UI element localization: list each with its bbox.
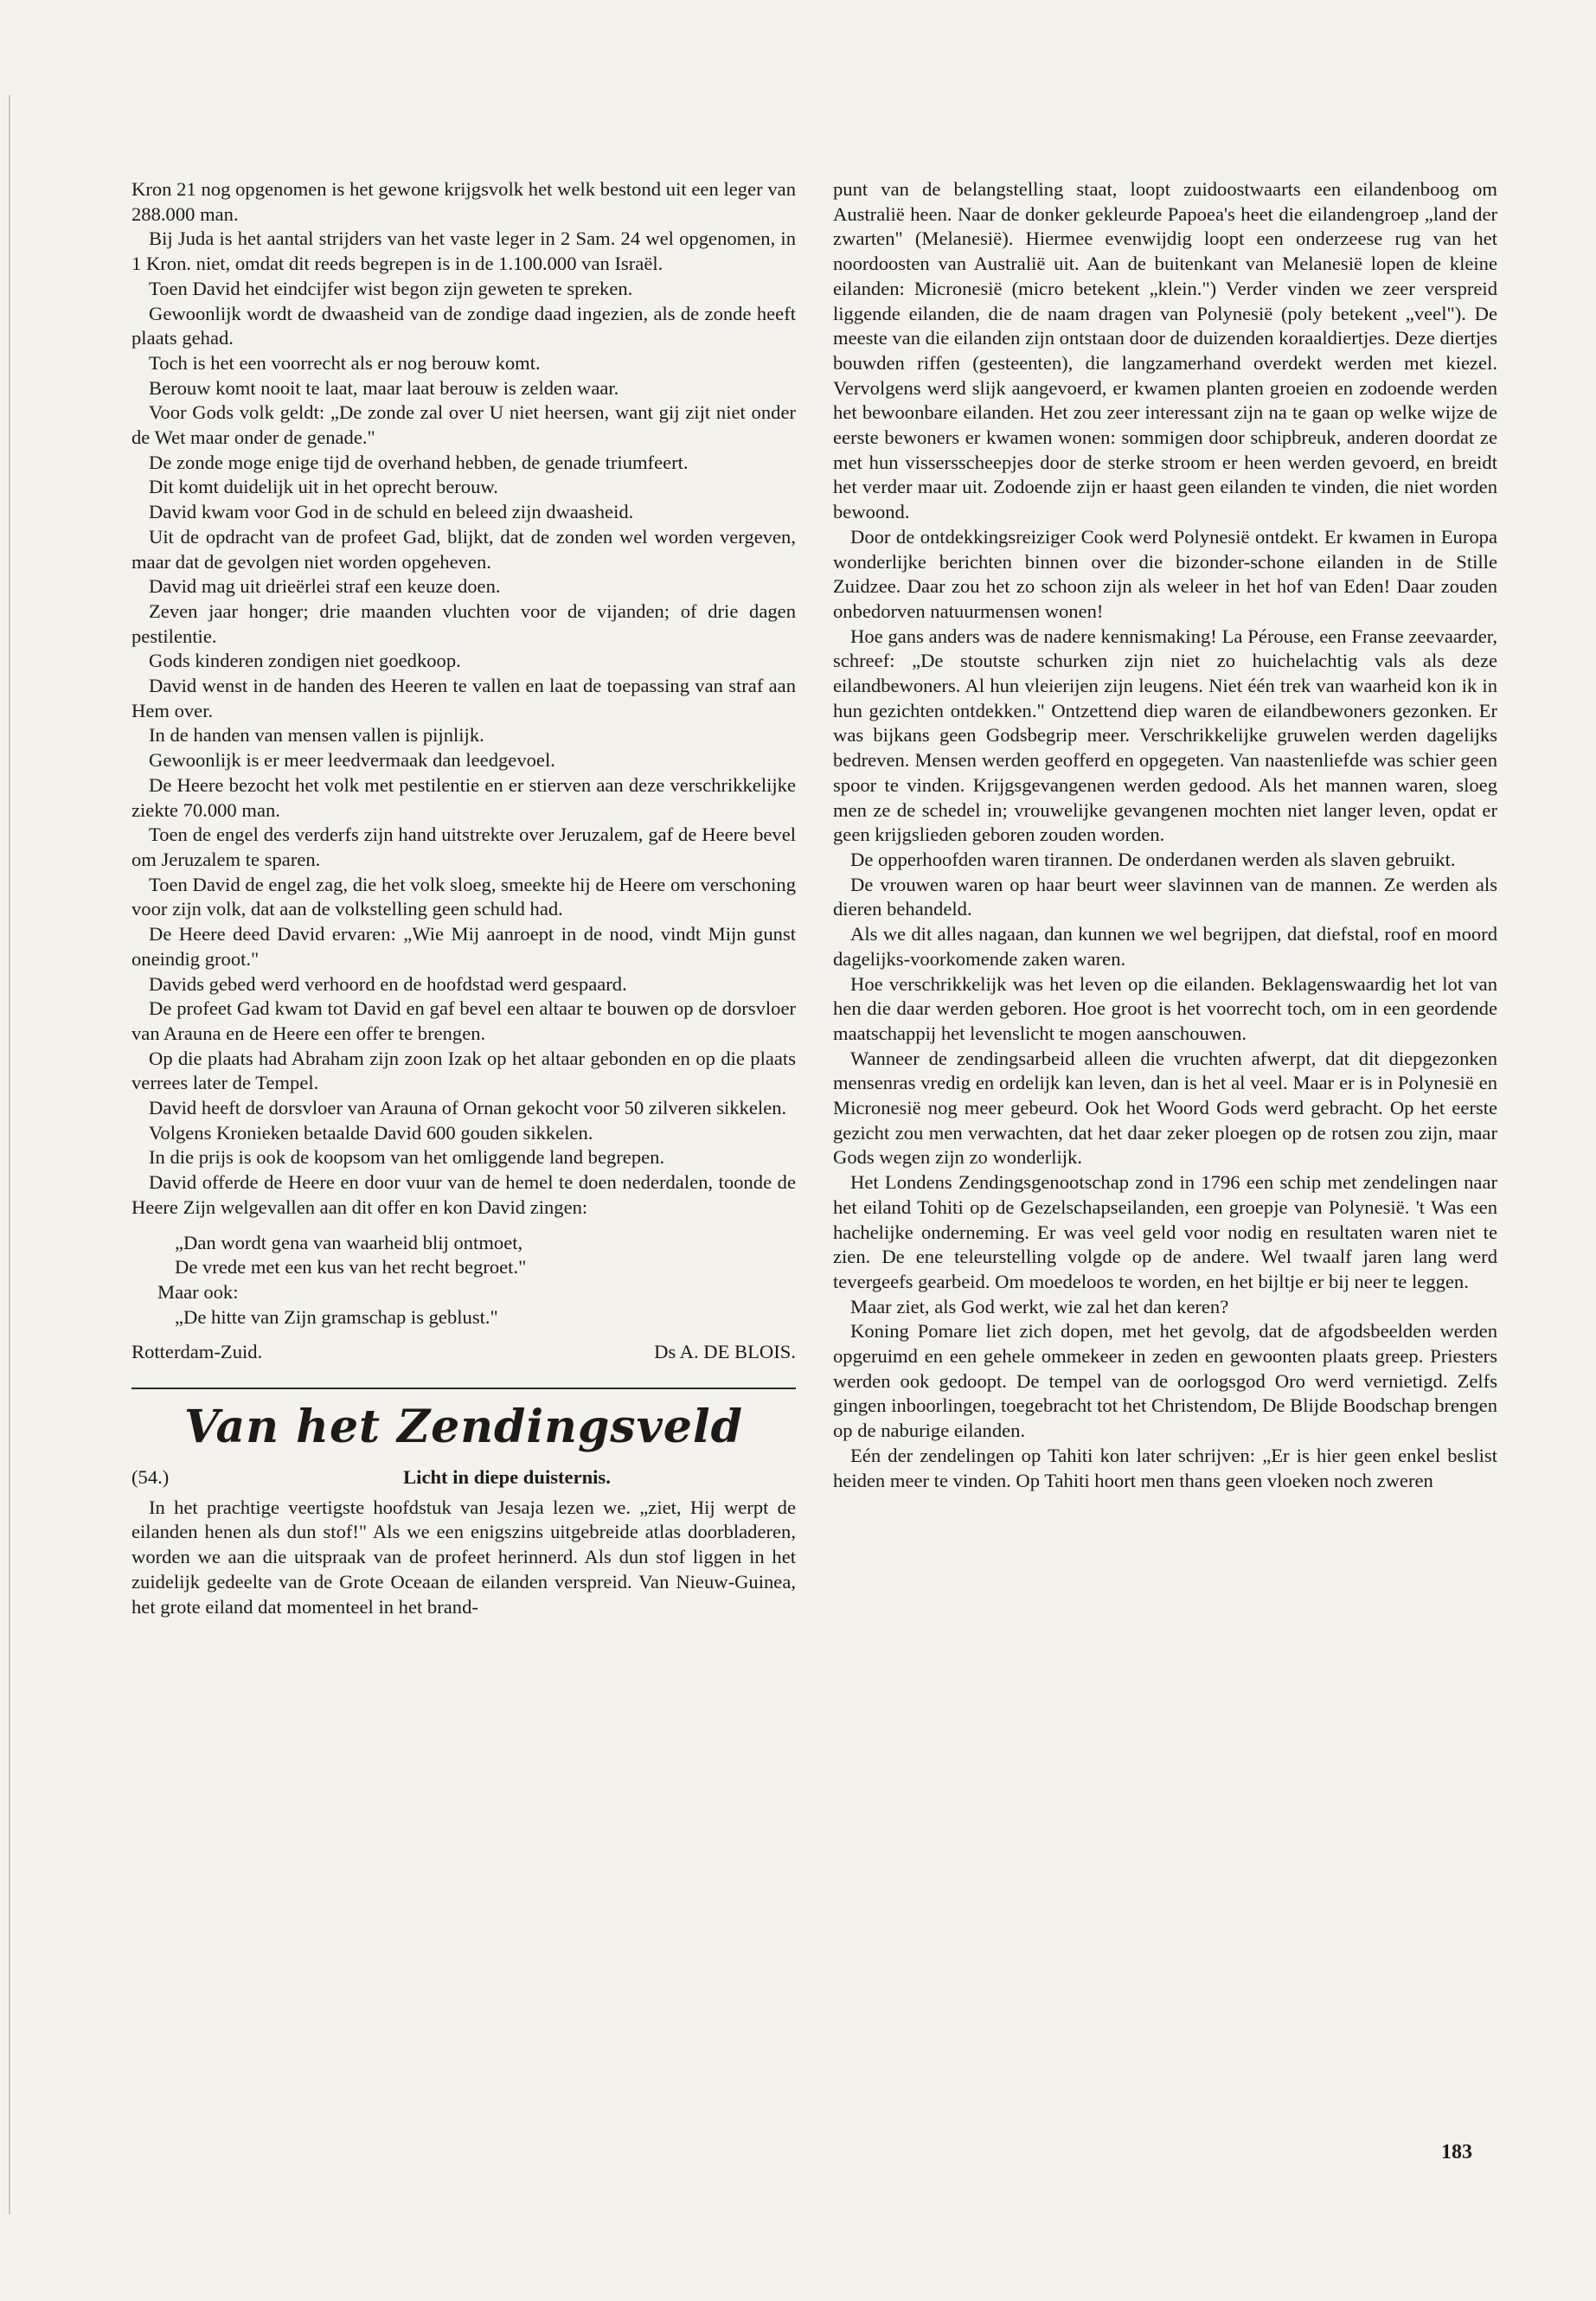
psalm-quote — [157, 1231, 796, 1330]
paragraph: Kron 21 nog opgenomen is het gewone krijgsvolk het welk bestond uit een leger van 288.000 man. — [131, 178, 796, 225]
paragraph: De opperhoofden waren tirannen. De onderdanen werden als slaven gebruikt. — [850, 848, 1456, 870]
paragraph: Toen David het eindcijfer wist begon zijn geweten te spreken. — [149, 277, 633, 299]
paragraph: Davids gebed werd verhoord en de hoofdstad werd gespaard. — [149, 972, 627, 995]
signature-place: Rotterdam-Zuid. — [131, 1341, 263, 1363]
paragraph: Het Londens Zendingsgenootschap zond in 1796 een schip met zendelingen naar het eiland Tohiti op de Gezelschapseilanden, een groepje van Polynesië. 't Was een hachelijke onderneming. Er was veel geld voor nodig en resultaten waren niet te zien. De ene teleurstelling volgde op de andere. Wel twaalf jaren lang werd tevergeefs gearbeid. Om moedeloos te worden, en het bijltje er bij neer te leggen. — [833, 1171, 1497, 1292]
paragraph: In het prachtige veertigste hoofdstuk van Jesaja lezen we. „ziet, Hij werpt de eilanden henen als dun stof!" Als we een enigszins uitgebreide atlas doorbladeren, worden we aan die uitspraak van de profeet herinnerd. Als dun stof liggen in het zuidelijk gedeelte van de Grote Oceaan de eilanden verspreid. Van Nieuw-Guinea, het grote eiland dat momenteel in het brand- — [131, 1496, 796, 1618]
paragraph: Gewoonlijk is er meer leedvermaak dan leedgevoel. — [149, 749, 555, 772]
article-subtitle: Licht in diepe duisternis. — [403, 1466, 611, 1489]
left-column — [131, 177, 796, 1619]
section-divider — [131, 1388, 796, 1389]
paragraph: Toen David de engel zag, die het volk sloeg, smeekte hij de Heere om verschoning voor zijn volk, dat aan de volkstelling geen schuld had. — [131, 873, 796, 920]
page-edge — [9, 95, 10, 2214]
paragraph: Volgens Kronieken betaalde David 600 gouden sikkelen. — [149, 1121, 593, 1144]
quote-line: De vrede met een kus van het recht begroet." — [175, 1256, 527, 1279]
section-title: Van het Zendingsveld — [183, 1400, 743, 1454]
paragraph: Zeven jaar honger; drie maanden vluchten voor de vijanden; of drie dagen pestilentie. — [131, 599, 796, 647]
paragraph: Door de ontdekkingsreiziger Cook werd Polynesië ontdekt. Er kwamen in Europa wonderlijke berichten binnen over die bizonder-schone eilanden in de Stille Zuidzee. Daar zou het zo schoon zijn als weleer in het hof van Eden! Daar zouden onbedorven natuurmensen wonen! — [833, 525, 1497, 622]
article-number: (54.) — [131, 1466, 170, 1489]
paragraph: David kwam voor God in de schuld en beleed zijn dwaasheid. — [149, 501, 634, 523]
paragraph: Gewoonlijk wordt de dwaasheid van de zondige daad ingezien, als de zonde heeft plaats gehad. — [131, 302, 796, 349]
quote-line: Maar ook: — [157, 1280, 239, 1303]
quote-line: „De hitte van Zijn gramschap is geblust." — [175, 1305, 498, 1328]
paragraph: In die prijs is ook de koopsom van het omliggende land begrepen. — [149, 1146, 665, 1169]
paragraph: Bij Juda is het aantal strijders van het vaste leger in 2 Sam. 24 wel opgenomen, in 1 Kron. niet, omdat dit reeds begrepen is in de 1.100.000 van Israël. — [131, 228, 796, 275]
right-column — [833, 177, 1497, 1493]
paragraph: Eén der zendelingen op Tahiti kon later schrijven: „Er is hier geen enkel beslist heiden meer te vinden. Op Tahiti hoort men thans geen vloeken noch zweren — [833, 1444, 1497, 1491]
page-number: 183 — [1441, 2141, 1472, 2163]
paragraph: De profeet Gad kwam tot David en gaf bevel een altaar te bouwen op de dorsvloer van Arauna en de Heere een offer te brengen. — [131, 997, 796, 1044]
paragraph: De Heere bezocht het volk met pestilentie en er stierven aan deze verschrikkelijke ziekte 70.000 man. — [131, 773, 796, 821]
paragraph: De Heere deed David ervaren: „Wie Mij aanroept in de nood, vindt Mijn gunst oneindig groot." — [131, 923, 796, 970]
paragraph: Hoe gans anders was de nadere kennismaking! La Pérouse, een Franse zeevaarder, schreef: „De stoutste schurken zijn niet zo huichelachtig vals als deze eilandbewoners. Al hun vleierijen zijn leugens. Niet één trek van waarheid kon ik in hun gezichten ontdekken." Ontzettend diep waren de eilandbewoners gezonken. Er was bijkans geen Godsbegrip meer. Verschrikkelijke gruwelen werden dagelijks bedreven. Mensen werden geofferd en opgegeten. Van naastenliefde was schier geen spoor te vinden. Krijgsgevangenen werden gedood. Als het mannen waren, sloeg men ze de schedel in; vrouwelijke gevangenen mochten niet langer leven, opdat er geen krijgslieden geboren zouden worden. — [833, 625, 1497, 846]
paragraph: Gods kinderen zondigen niet goedkoop. — [149, 650, 461, 672]
paragraph: Op die plaats had Abraham zijn zoon Izak op het altaar gebonden en op die plaats verrees later de Tempel. — [131, 1047, 796, 1094]
paragraph: De vrouwen waren op haar beurt weer slavinnen van de mannen. Ze werden als dieren behandeld. — [833, 873, 1497, 920]
signature — [131, 1340, 796, 1365]
paragraph: David mag uit drieërlei straf een keuze doen. — [149, 575, 501, 598]
paragraph: David offerde de Heere en door vuur van de hemel te doen nederdalen, toonde de Heere Zijn welgevallen aan dit offer en kon David zingen: — [131, 1171, 796, 1218]
paragraph: Wanneer de zendingsarbeid alleen die vruchten afwerpt, dat dit diepgezonken mensenras vredig en ordelijk kan leven, dan is het al veel. Maar er is in Polynesië en Micronesië nog meer gebeurd. Ook het Woord Gods werd gebracht. Op het eerste gezicht zou men verwachten, dat het daar zeker ploegen op de rotsen zou zijn, maar Gods wegen zijn zo wonderlijk. — [833, 1047, 1497, 1169]
paragraph: Berouw komt nooit te laat, maar laat berouw is zelden waar. — [149, 376, 619, 399]
paragraph: David wenst in de handen des Heeren te vallen en laat de toepassing van straf aan Hem over. — [131, 675, 796, 721]
paragraph: Dit komt duidelijk uit in het oprecht berouw. — [149, 476, 498, 498]
paragraph: Toch is het een voorrecht als er nog berouw komt. — [149, 351, 541, 374]
paragraph: Koning Pomare liet zich dopen, met het gevolg, dat de afgodsbeelden werden opgeruimd en een gehele ommekeer in zeden en gewoonten plaats greep. Priesters werden ook gedoopt. De tempel van de oorlogsgod Oro werd vernietigd. Zelfs gingen inboorlingen, toegebracht tot het Christendom, De Blijde Boodschap brengen op de naburige eilanden. — [833, 1320, 1497, 1442]
paragraph: Als we dit alles nagaan, dan kunnen we wel begrijpen, dat diefstal, roof en moord dagelijks-voorkomende zaken waren. — [833, 923, 1497, 970]
paragraph: Uit de opdracht van de profeet Gad, blijkt, dat de zonden wel worden vergeven, maar dat de gevolgen niet worden opgeheven. — [131, 525, 796, 573]
paragraph: Toen de engel des verderfs zijn hand uitstrekte over Jeruzalem, gaf de Heere bevel om Jeruzalem te sparen. — [131, 824, 796, 870]
signature-author: Ds A. DE BLOIS. — [654, 1341, 796, 1363]
paragraph: punt van de belangstelling staat, loopt zuidoostwaarts een eilandenboog om Australië heen. Naar de donker gekleurde Papoea's heet die eilandengroep „land der zwarten" (Melanesië). Hiermee evenwijdig loopt een onderzeese rug van het noordoosten van Australië uit. Aan de buitenkant van Melanesië lopen de kleine eilanden: Micronesië (micro betekent „klein.") Verder vinden we zeer verspreid liggende eilanden, die de naam dragen van Polynesië (poly betekent „veel"). De meeste van die eilanden zijn ontstaan door de duizenden koraaldiertjes. Deze diertjes bouwden riffen (gesteenten), die langzamerhand overdekt werden met kiezel. Vervolgens werd slijk aangevoerd, er kwamen planten groeien en zodoende werden het bewoonbare eilanden. Het zou zeer interessant zijn na te gaan op welke wijze de eerste bewoners er kwamen wonen: sommigen door schipbreuk, anderen doordat ze met hun vissersscheepjes door de sterke stroom er heen werden gevoerd, en breidt het verder maar uit. Zodoende zijn er haast geen eilanden te vinden, die niet worden bewoond. — [833, 178, 1497, 523]
paragraph: De zonde moge enige tijd de overhand hebben, de genade triumfeert. — [149, 451, 689, 473]
article-heading — [131, 1465, 796, 1490]
paragraph: In de handen van mensen vallen is pijnlijk. — [149, 724, 484, 747]
paragraph: Hoe verschrikkelijk was het leven op die eilanden. Beklagenswaardig het lot van hen die daar werden geboren. Hoe groot is het voorrecht toch, om in een geordende maatschappij het levenslicht te mogen aanschouwen. — [833, 972, 1497, 1044]
paragraph: Maar ziet, als God werkt, wie zal het dan keren? — [850, 1295, 1229, 1317]
quote-line: „Dan wordt gena van waarheid blij ontmoet, — [175, 1231, 523, 1253]
paragraph: David heeft de dorsvloer van Arauna of Ornan gekocht voor 50 zilveren sikkelen. — [149, 1097, 787, 1119]
paragraph: Voor Gods volk geldt: „De zonde zal over U niet heersen, want gij zijt niet onder de Wet maar onder de genade." — [131, 401, 796, 449]
